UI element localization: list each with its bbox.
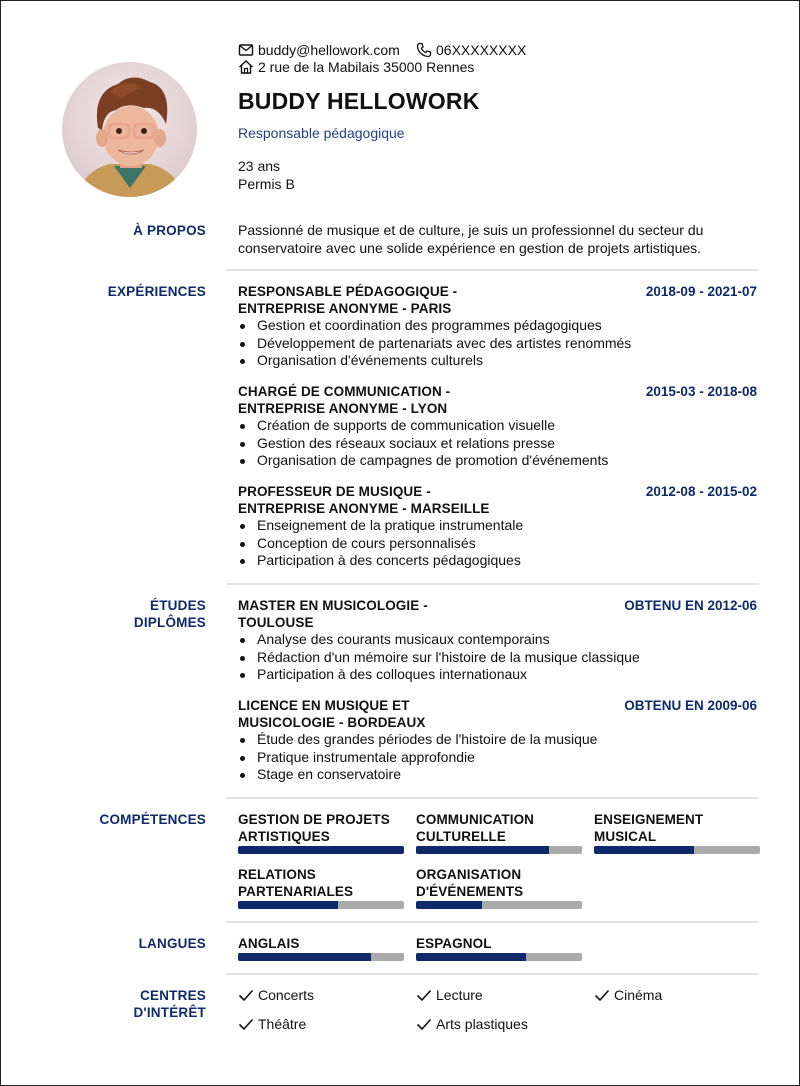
list-item: Conception de cours personnalisés bbox=[238, 535, 523, 553]
list-item: Gestion des réseaux sociaux et relations presse bbox=[238, 435, 608, 453]
envelope-icon bbox=[238, 42, 254, 58]
section-label-line: D'INTÉRÊT bbox=[133, 1005, 206, 1020]
section-label-languages: LANGUES bbox=[138, 936, 206, 951]
section-label-line: DIPLÔMES bbox=[133, 615, 206, 630]
email-text[interactable]: buddy@hellowork.com bbox=[258, 42, 400, 58]
experience-title-line: CHARGÉ DE COMMUNICATION - bbox=[238, 384, 451, 399]
degree-date: OBTENU EN 2009-06 bbox=[624, 698, 757, 713]
language-level-bar bbox=[416, 953, 582, 961]
divider bbox=[226, 973, 759, 975]
skill-level-fill bbox=[238, 901, 338, 909]
skill-level-bar bbox=[238, 901, 404, 909]
skill-name bbox=[594, 811, 760, 845]
job-title: Responsable pédagogique bbox=[238, 125, 405, 141]
experience-title bbox=[238, 483, 490, 517]
interest-item bbox=[416, 987, 483, 1003]
experience-bullets bbox=[238, 317, 631, 370]
check-icon bbox=[416, 1016, 432, 1032]
about-text: Passionné de musique et de culture, je suis un professionnel du secteur du conservatoire avec une solide expérience en gestion de projets artistiques. bbox=[238, 222, 704, 256]
degree-title bbox=[238, 597, 428, 631]
list-item: Analyse des courants musicaux contemporains bbox=[238, 631, 640, 649]
experience-title bbox=[238, 383, 450, 417]
skill-name bbox=[416, 811, 582, 845]
skill-name-line: ORGANISATION bbox=[416, 867, 522, 882]
section-label-skills: COMPÉTENCES bbox=[99, 812, 206, 827]
skill-name-line: GESTION DE PROJETS bbox=[238, 812, 390, 827]
experience-date: 2012-08 - 2015-02 bbox=[645, 484, 757, 499]
list-item: Organisation de campagnes de promotion d'événements bbox=[238, 452, 608, 470]
list-item: Organisation d'événements culturels bbox=[238, 352, 631, 370]
section-label-education bbox=[1, 597, 206, 631]
interest-item bbox=[594, 987, 662, 1003]
experience-company-line: ENTREPRISE ANONYME - PARIS bbox=[238, 301, 452, 316]
age: 23 ans bbox=[238, 158, 281, 174]
skill-item bbox=[238, 866, 404, 900]
check-icon bbox=[416, 987, 432, 1003]
skill-name-line: COMMUNICATION bbox=[416, 812, 535, 827]
skill-level-fill bbox=[594, 846, 694, 854]
divider bbox=[226, 583, 759, 585]
list-item: Étude des grandes périodes de l'histoire de la musique bbox=[238, 731, 597, 749]
experience-title bbox=[238, 283, 457, 317]
candidate-name: BUDDY HELLOWORK bbox=[238, 88, 480, 114]
experience-title-line: PROFESSEUR DE MUSIQUE - bbox=[238, 484, 431, 499]
experience-company-line: ENTREPRISE ANONYME - MARSEILLE bbox=[238, 501, 490, 516]
interest-item bbox=[238, 987, 314, 1003]
list-item: Participation à des concerts pédagogiques bbox=[238, 552, 523, 570]
interest-item bbox=[416, 1016, 528, 1032]
skill-level-fill bbox=[416, 846, 549, 854]
skill-level-bar bbox=[594, 846, 760, 854]
experience-bullets bbox=[238, 517, 523, 570]
skill-name-line: MUSICAL bbox=[594, 829, 657, 844]
email-row bbox=[238, 42, 400, 58]
list-item: Création de supports de communication visuelle bbox=[238, 417, 608, 435]
skill-name bbox=[416, 866, 582, 900]
language-item bbox=[238, 935, 404, 952]
address-row bbox=[238, 59, 474, 75]
skill-name-line: RELATIONS bbox=[238, 867, 316, 882]
section-label-line: CENTRES bbox=[140, 988, 206, 1003]
skill-item bbox=[416, 811, 582, 845]
interest-label: Concerts bbox=[258, 987, 315, 1003]
interest-item bbox=[238, 1016, 306, 1032]
check-icon bbox=[238, 1016, 254, 1032]
skill-name bbox=[238, 866, 404, 900]
home-icon bbox=[238, 59, 254, 75]
skill-name-line: D'ÉVÉNEMENTS bbox=[416, 884, 524, 899]
experience-date: 2015-03 - 2018-08 bbox=[645, 384, 757, 399]
section-label-line: ÉTUDES bbox=[150, 598, 206, 613]
skill-item bbox=[416, 866, 582, 900]
language-level-fill bbox=[238, 953, 371, 961]
list-item: Rédaction d'un mémoire sur l'histoire de la musique classique bbox=[238, 649, 640, 667]
degree-title-line: LICENCE EN MUSIQUE ET bbox=[238, 698, 410, 713]
skill-level-bar bbox=[416, 846, 582, 854]
skill-level-bar bbox=[238, 846, 404, 854]
degree-location-line: TOULOUSE bbox=[238, 615, 314, 630]
language-level-bar bbox=[238, 953, 404, 961]
experience-date: 2018-09 - 2021-07 bbox=[645, 284, 757, 299]
section-label-experiences: EXPÉRIENCES bbox=[107, 284, 206, 299]
skill-name-line: ENSEIGNEMENT bbox=[594, 812, 704, 827]
phone-row bbox=[416, 42, 526, 58]
degree-date: OBTENU EN 2012-06 bbox=[624, 598, 757, 613]
skill-item bbox=[238, 811, 404, 845]
skill-name-line: PARTENARIALES bbox=[238, 884, 354, 899]
degree-title bbox=[238, 697, 425, 731]
divider bbox=[226, 269, 759, 271]
degree-title-line: MASTER EN MUSICOLOGIE - bbox=[238, 598, 428, 613]
list-item: Participation à des colloques internationaux bbox=[238, 666, 640, 684]
skill-name-line: ARTISTIQUES bbox=[238, 829, 330, 844]
degree-location-line: MUSICOLOGIE - BORDEAUX bbox=[238, 715, 426, 730]
language-item bbox=[416, 935, 582, 952]
check-icon bbox=[594, 987, 610, 1003]
experience-bullets bbox=[238, 417, 608, 470]
interest-label: Arts plastiques bbox=[436, 1016, 528, 1032]
language-name: ANGLAIS bbox=[238, 936, 300, 951]
list-item: Pratique instrumentale approfondie bbox=[238, 749, 597, 767]
skill-name-line: CULTURELLE bbox=[416, 829, 506, 844]
experience-company-line: ENTREPRISE ANONYME - LYON bbox=[238, 401, 448, 416]
experience-title-line: RESPONSABLE PÉDAGOGIQUE - bbox=[238, 284, 458, 299]
degree-bullets bbox=[238, 731, 597, 784]
address-text: 2 rue de la Mabilais 35000 Rennes bbox=[258, 59, 475, 75]
list-item: Développement de partenariats avec des artistes renommés bbox=[238, 335, 631, 353]
language-name: ESPAGNOL bbox=[416, 936, 492, 951]
skill-level-fill bbox=[238, 846, 404, 854]
interest-label: Cinéma bbox=[614, 987, 663, 1003]
check-icon bbox=[238, 987, 254, 1003]
skill-level-bar bbox=[416, 901, 582, 909]
interest-label: Lecture bbox=[436, 987, 483, 1003]
divider bbox=[226, 797, 759, 799]
skill-name bbox=[238, 811, 404, 845]
language-level-fill bbox=[416, 953, 526, 961]
driving-license: Permis B bbox=[238, 176, 295, 192]
section-label-about: À PROPOS bbox=[133, 223, 206, 238]
degree-bullets bbox=[238, 631, 640, 684]
section-label-interests bbox=[1, 987, 206, 1021]
interest-label: Théâtre bbox=[258, 1016, 307, 1032]
list-item: Gestion et coordination des programmes pédagogiques bbox=[238, 317, 631, 335]
avatar bbox=[62, 62, 197, 197]
phone-text[interactable]: 06XXXXXXXX bbox=[436, 42, 527, 58]
skill-item bbox=[594, 811, 760, 845]
divider bbox=[226, 921, 759, 923]
skill-level-fill bbox=[416, 901, 482, 909]
phone-icon bbox=[416, 42, 432, 58]
list-item: Enseignement de la pratique instrumentale bbox=[238, 517, 523, 535]
list-item: Stage en conservatoire bbox=[238, 766, 597, 784]
